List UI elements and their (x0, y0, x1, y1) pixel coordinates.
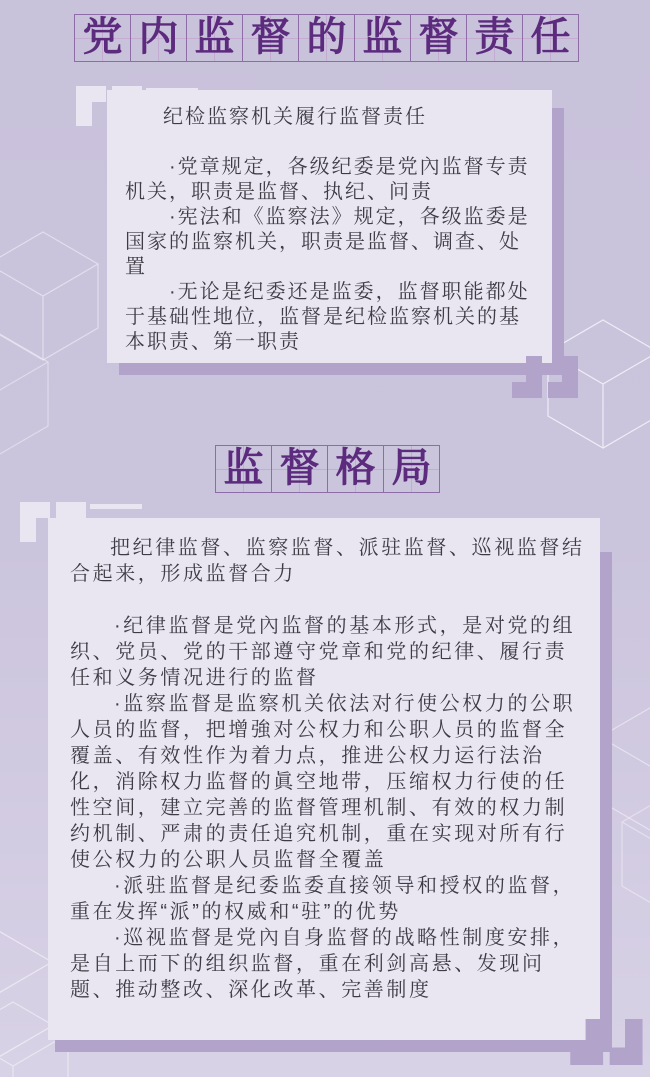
card1-heading: 纪检监察机关履行监督责任 (163, 106, 427, 128)
cube-icon (622, 790, 650, 918)
title-char: 监 (223, 446, 264, 490)
section2-title-grid (215, 445, 440, 493)
title-char: 监 (362, 15, 403, 59)
card1-bottom-shadow-bar (119, 363, 564, 375)
title-char-cell (216, 446, 271, 492)
title-char: 监 (194, 15, 235, 59)
title-char-cell (186, 15, 242, 61)
title-char-cell (327, 446, 383, 492)
card1-bullet: ·宪法和《监察法》规定，各级监委是国家的监察机关，职责是监督、调查、处置 (125, 206, 530, 278)
close-quote-icon (570, 1019, 645, 1065)
title-char: 督 (279, 446, 320, 490)
card2-right-shadow-bar (600, 552, 612, 1052)
section2-quote-card (48, 518, 600, 1040)
title-char-cell (522, 15, 578, 61)
card2-bullet: ·纪律监督是党內监督的基本形式，是对党的组织、党员、党的干部遵守党章和党的纪律、履行责任和义务情况进行的监督 (70, 615, 576, 689)
title-char-cell (271, 446, 327, 492)
title-char: 督 (418, 15, 459, 59)
section1-title-grid (74, 14, 579, 62)
cube-icon (0, 930, 52, 1058)
title-char-cell (298, 15, 354, 61)
title-char: 的 (306, 15, 347, 59)
close-quote-icon (512, 356, 580, 398)
title-char-cell (75, 15, 130, 61)
title-char-cell (354, 15, 410, 61)
title-char-cell (466, 15, 522, 61)
card2-bullet: ·巡视监督是党內自身监督的战略性制度安排，是自上而下的组织监督，重在利剑高悬、发现问题、推动整改、深化改革、完善制度 (70, 927, 576, 1001)
title-char: 督 (250, 15, 291, 59)
title-char: 局 (391, 446, 432, 490)
card2-bullet: ·监察监督是监察机关依法对行使公权力的公职人员的监督，把增強对公权力和公职人员的监督全覆盖、有效性作为着力点，推进公权力运行法治化，消除权力监督的眞空地带，压缩权力行使的任性空间，建立完善的监督管理机制、有效的权力制约机制、严肃的责任追究机制，重在实现对所有行使公权力的公职人员监督全覆盖 (70, 693, 576, 871)
card1-right-shadow-bar (552, 108, 564, 375)
title-char-cell (242, 15, 298, 61)
title-char: 格 (335, 446, 376, 490)
cube-icon (0, 232, 98, 360)
card2-bottom-shadow-bar (55, 1040, 612, 1052)
section1-quote-card (107, 90, 552, 363)
card2-lead: 把纪律监督、监察监督、派驻监督、巡视监督结合起来，形成监督合力 (70, 537, 585, 585)
card1-bullet: ·无论是纪委还是监委，监督职能都处于基础性地位，监督是纪检监察机关的基本职责、第一职责 (125, 281, 530, 353)
title-char-cell (383, 446, 439, 492)
card1-bullet: ·党章规定，各级纪委是党內监督专责机关，职责是监督、执纪、问责 (125, 156, 530, 203)
title-char-cell (130, 15, 186, 61)
title-char-cell (410, 15, 466, 61)
title-char: 任 (530, 15, 571, 59)
title-char: 内 (138, 15, 179, 59)
title-char: 责 (474, 15, 515, 59)
title-char: 党 (82, 15, 123, 59)
card2-bullet: ·派驻监督是纪委监委直接领导和授权的监督，重在发挥“派”的权威和“驻”的优势 (70, 875, 576, 923)
